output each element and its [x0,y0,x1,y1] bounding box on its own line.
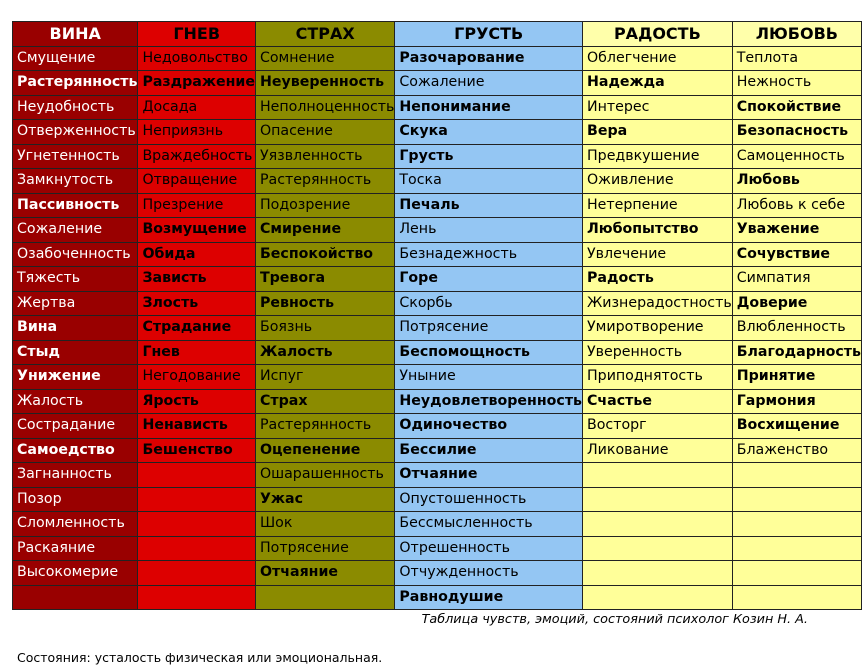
cell-guilt: Сломленность [13,512,138,537]
cell-anger [138,585,256,610]
cell-love: Любовь к себе [732,193,861,218]
cell-guilt: Самоедство [13,438,138,463]
cell-love [732,463,861,488]
cell-guilt: Высокомерие [13,561,138,586]
cell-guilt: Унижение [13,365,138,390]
cell-love: Спокойствие [732,95,861,120]
cell-anger: Гнев [138,340,256,365]
cell-fear: Тревога [255,267,394,292]
cell-fear: Потрясение [255,536,394,561]
cell-fear: Сомнение [255,46,394,71]
cell-joy [583,487,733,512]
cell-joy: Жизнерадостность [583,291,733,316]
cell-joy: Счастье [583,389,733,414]
cell-joy [583,536,733,561]
cell-guilt: Замкнутость [13,169,138,194]
cell-fear: Жалость [255,340,394,365]
table-header-row [13,22,862,47]
cell-anger [138,487,256,512]
cell-anger: Досада [138,95,256,120]
cell-love: Гармония [732,389,861,414]
cell-anger: Ненависть [138,414,256,439]
cell-love [732,512,861,537]
cell-anger [138,463,256,488]
cell-joy: Приподнятость [583,365,733,390]
cell-love: Симпатия [732,267,861,292]
cell-love: Блаженство [732,438,861,463]
cell-fear: Неуверенность [255,71,394,96]
cell-fear: Боязнь [255,316,394,341]
cell-anger [138,512,256,537]
cell-joy: Нетерпение [583,193,733,218]
cell-sadness: Беспомощность [395,340,583,365]
cell-guilt: Угнетенность [13,144,138,169]
table-row [13,365,862,390]
cell-anger: Презрение [138,193,256,218]
table-row [13,414,862,439]
cell-guilt: Сострадание [13,414,138,439]
cell-guilt: Жалость [13,389,138,414]
cell-love: Безопасность [732,120,861,145]
cell-anger [138,561,256,586]
table-row [13,463,862,488]
cell-anger: Злость [138,291,256,316]
cell-anger [138,536,256,561]
cell-love [732,487,861,512]
cell-guilt: Позор [13,487,138,512]
table-row [13,267,862,292]
cell-love [732,561,861,586]
cell-sadness: Отрешенность [395,536,583,561]
cell-anger: Недовольство [138,46,256,71]
table-row [13,193,862,218]
cell-joy: Радость [583,267,733,292]
cell-anger: Бешенство [138,438,256,463]
table-row [13,291,862,316]
table-caption: Таблица чувств, эмоций, состояний психолог Козин Н. А. [421,612,808,627]
cell-love [732,585,861,610]
cell-joy: Умиротворение [583,316,733,341]
cell-joy: Надежда [583,71,733,96]
table-row [13,561,862,586]
cell-joy: Вера [583,120,733,145]
cell-love: Самоценность [732,144,861,169]
cell-sadness: Разочарование [395,46,583,71]
column-header-anger: ГНЕВ [138,22,256,47]
column-header-guilt: ВИНА [13,22,138,47]
cell-joy: Облегчение [583,46,733,71]
table-row [13,144,862,169]
footer-note: Состояния: усталость физическая или эмоциональная. [17,650,383,665]
cell-anger: Враждебность [138,144,256,169]
cell-love: Благодарность [732,340,861,365]
cell-sadness: Неудовлетворенность [395,389,583,414]
cell-fear: Подозрение [255,193,394,218]
cell-sadness: Равнодушие [395,585,583,610]
table-row [13,95,862,120]
cell-fear [255,585,394,610]
cell-sadness: Горе [395,267,583,292]
cell-love: Доверие [732,291,861,316]
cell-sadness: Печаль [395,193,583,218]
cell-fear: Ревность [255,291,394,316]
table-row [13,242,862,267]
cell-anger: Неприязнь [138,120,256,145]
cell-fear: Беспокойство [255,242,394,267]
column-header-sadness: ГРУСТЬ [395,22,583,47]
column-header-joy: РАДОСТЬ [583,22,733,47]
cell-guilt: Раскаяние [13,536,138,561]
table-body [13,46,862,610]
cell-anger: Страдание [138,316,256,341]
cell-fear: Страх [255,389,394,414]
cell-love: Восхищение [732,414,861,439]
cell-sadness: Непонимание [395,95,583,120]
cell-love: Любовь [732,169,861,194]
cell-sadness: Грусть [395,144,583,169]
cell-love: Принятие [732,365,861,390]
cell-guilt: Смущение [13,46,138,71]
cell-fear: Ужас [255,487,394,512]
cell-love: Сочувствие [732,242,861,267]
cell-guilt: Загнанность [13,463,138,488]
cell-guilt: Жертва [13,291,138,316]
table-row [13,120,862,145]
cell-joy: Любопытство [583,218,733,243]
cell-love: Влюбленность [732,316,861,341]
cell-fear: Шок [255,512,394,537]
cell-guilt: Растерянность [13,71,138,96]
cell-fear: Растерянность [255,169,394,194]
cell-joy [583,561,733,586]
table-row [13,340,862,365]
cell-joy: Восторг [583,414,733,439]
cell-anger: Возмущение [138,218,256,243]
cell-fear: Ошарашенность [255,463,394,488]
cell-joy [583,512,733,537]
cell-sadness: Скорбь [395,291,583,316]
cell-joy [583,585,733,610]
cell-fear: Отчаяние [255,561,394,586]
cell-joy: Увлечение [583,242,733,267]
cell-anger: Раздражение [138,71,256,96]
cell-fear: Оцепенение [255,438,394,463]
table-row [13,585,862,610]
cell-anger: Обида [138,242,256,267]
table-row [13,536,862,561]
cell-guilt: Стыд [13,340,138,365]
table-row [13,316,862,341]
cell-love: Нежность [732,71,861,96]
cell-guilt: Пассивность [13,193,138,218]
cell-fear: Опасение [255,120,394,145]
cell-sadness: Одиночество [395,414,583,439]
cell-guilt [13,585,138,610]
cell-guilt: Озабоченность [13,242,138,267]
cell-joy: Уверенность [583,340,733,365]
emotions-table [12,21,862,610]
cell-anger: Ярость [138,389,256,414]
cell-sadness: Уныние [395,365,583,390]
cell-sadness: Отчаяние [395,463,583,488]
table-row [13,438,862,463]
table-row [13,512,862,537]
cell-sadness: Безнадежность [395,242,583,267]
cell-sadness: Бессмысленность [395,512,583,537]
cell-guilt: Тяжесть [13,267,138,292]
cell-fear: Испуг [255,365,394,390]
cell-anger: Зависть [138,267,256,292]
cell-joy: Предвкушение [583,144,733,169]
cell-sadness: Потрясение [395,316,583,341]
cell-joy: Оживление [583,169,733,194]
cell-sadness: Опустошенность [395,487,583,512]
column-header-fear: СТРАХ [255,22,394,47]
cell-sadness: Отчужденность [395,561,583,586]
cell-joy [583,463,733,488]
cell-sadness: Лень [395,218,583,243]
cell-joy: Ликование [583,438,733,463]
cell-fear: Уязвленность [255,144,394,169]
cell-anger: Негодование [138,365,256,390]
table-row [13,46,862,71]
table-row [13,218,862,243]
cell-sadness: Сожаление [395,71,583,96]
cell-love [732,536,861,561]
cell-sadness: Скука [395,120,583,145]
cell-guilt: Неудобность [13,95,138,120]
cell-love: Теплота [732,46,861,71]
cell-sadness: Тоска [395,169,583,194]
table-row [13,71,862,96]
table-row [13,389,862,414]
cell-guilt: Вина [13,316,138,341]
cell-guilt: Сожаление [13,218,138,243]
cell-fear: Неполноценность [255,95,394,120]
table-row [13,169,862,194]
cell-fear: Смирение [255,218,394,243]
cell-joy: Интерес [583,95,733,120]
cell-sadness: Бессилие [395,438,583,463]
cell-anger: Отвращение [138,169,256,194]
column-header-love: ЛЮБОВЬ [732,22,861,47]
cell-guilt: Отверженность [13,120,138,145]
cell-fear: Растерянность [255,414,394,439]
emotions-table-container [12,21,862,610]
cell-love: Уважение [732,218,861,243]
table-row [13,487,862,512]
